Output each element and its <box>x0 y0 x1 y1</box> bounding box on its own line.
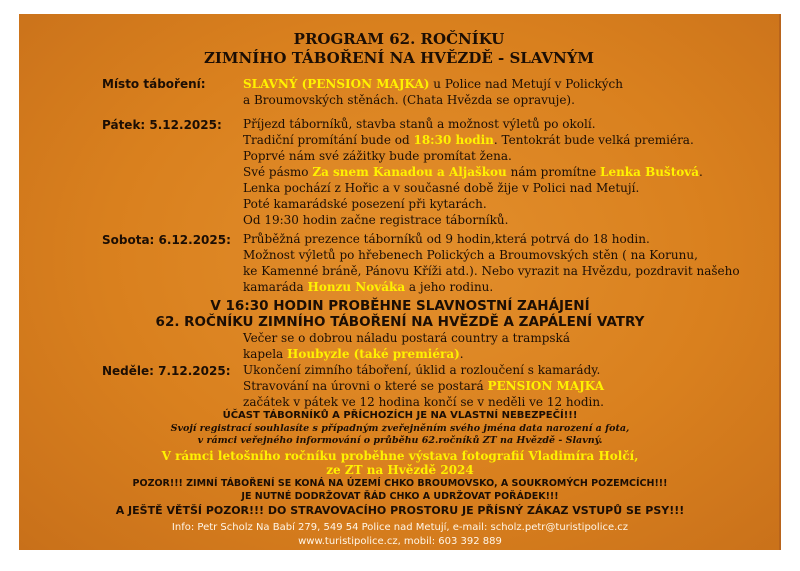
location-rest: u Police nad Metují v Polických <box>429 77 623 91</box>
saturday-line-3: ke Kamenné bráně, Pánovu Kříži atd.). Nebo vyrazit na Hvězdu, pozdravit našeho <box>243 264 740 278</box>
saturday-line-4-post: a jeho rodinu. <box>405 280 494 294</box>
exhibition-line-1: V rámci letošního ročníku proběhne výstava fotografií Vladimíra Holčí, <box>161 449 639 463</box>
friday-line-4-mid: nám promítne <box>506 165 600 179</box>
footer-contact: Info: Petr Scholz Na Babí 279, 549 54 Police nad Metují, e-mail: scholz.petr@turistipolice.cz <box>171 522 629 533</box>
chko-warning-line-1: POZOR!!! ZIMNÍ TÁBOŘENÍ SE KONÁ NA ÚZEMÍ CHKO BROUMOVSKO, A SOUKROMÝCH POZEMCÍCH!!! <box>132 478 668 489</box>
friday-line-5: Lenka pochází z Hořic a v současné době žije v Polici nad Metují. <box>243 181 640 195</box>
friday-line-2-pre: Tradiční promítání bude od <box>243 133 414 147</box>
friday-presenter: Lenka Buštová <box>600 165 699 179</box>
saturday-label: Sobota: 6.12.2025: <box>102 233 231 247</box>
sunday-line-1: Ukončení zimního táboření, úklid a rozloučení s kamarády. <box>243 363 601 377</box>
sunday-line-2-pre: Stravování na úrovni o které se postará <box>243 379 488 393</box>
friday-show-title: Za snem Kanadou a Aljaškou <box>312 165 507 179</box>
sunday-line-2 <box>243 378 604 394</box>
friday-label: Pátek: 5.12.2025: <box>102 118 222 132</box>
friday-line-2-post: . Tentokrát bude velká premiéra. <box>493 133 694 147</box>
opening-line-1: V 16:30 HODIN PROBĚHNE SLAVNOSTNÍ ZAHÁJENÍ <box>210 298 590 314</box>
saturday-line-1: Průběžná prezence táborníků od 9 hodin,která potrvá do 18 hodin. <box>243 232 650 246</box>
saturday-line-5: Večer se o dobrou náladu postará country a trampská <box>243 331 570 345</box>
saturday-line-6 <box>243 346 464 362</box>
saturday-line-4-pre: kamaráda <box>243 280 308 294</box>
friday-line-4-post: . <box>698 165 703 179</box>
pension-highlight: PENSION MAJKA <box>487 379 605 393</box>
title-line-2: ZIMNÍHO TÁBOŘENÍ NA HVĚZDĚ - SLAVNÝM <box>203 49 595 67</box>
consent-line-2: v rámci veřejného informování o průběhu 62.ročníků ZT na Hvězdě - Slavný. <box>197 435 603 446</box>
friday-line-1: Příjezd táborníků, stavba stanů a možnost výletů po okolí. <box>243 117 596 131</box>
chko-warning-line-2: JE NUTNÉ DODRŽOVAT ŘÁD CHKO A UDRŽOVAT POŘÁDEK!!! <box>241 491 559 502</box>
location-line-1 <box>243 76 623 92</box>
saturday-line-4 <box>243 279 493 295</box>
friday-time-highlight: 18:30 hodin <box>413 133 494 147</box>
friday-line-6: Poté kamarádské posezení při kytarách. <box>243 197 487 211</box>
friday-line-7: Od 19:30 hodin začne registrace táborníků. <box>243 213 509 227</box>
location-highlight: SLAVNÝ (PENSION MAJKA) <box>243 77 430 91</box>
exhibition-line-2: ze ZT na Hvězdě 2024 <box>326 463 474 477</box>
friday-line-4-pre: Své pásmo <box>243 165 313 179</box>
saturday-friend-name: Honzu Nováka <box>307 280 406 294</box>
friday-line-2 <box>243 132 694 148</box>
band-name: Houbyzle (také premiéra) <box>287 347 460 361</box>
location-line-2: a Broumovských stěnách. (Chata Hvězda se opravuje). <box>243 93 575 107</box>
saturday-line-6-pre: kapela <box>243 347 288 361</box>
consent-line-1: Svojí registrací souhlasíte s případným zveřejněním svého jména data narození a fota, <box>170 423 630 434</box>
sunday-label: Neděle: 7.12.2025: <box>102 364 231 378</box>
saturday-line-2: Možnost výletů po hřebenech Polických a Broumovských stěn ( na Korunu, <box>243 248 698 262</box>
risk-notice: ÚČAST TÁBORNÍKŮ A PŘÍCHOZÍCH JE NA VLASTNÍ NEBEZPEČÍ!!! <box>222 410 578 421</box>
opening-line-2: 62. ROČNÍKU ZIMNÍHO TÁBOŘENÍ NA HVĚZDĚ A ZAPÁLENÍ VATRY <box>155 314 645 330</box>
friday-line-3: Poprvé nám své zážitky bude promítat žena. <box>243 149 512 163</box>
dog-ban-warning: A JEŠTĚ VĚTŠÍ POZOR!!! DO STRAVOVACÍHO PROSTORU JE PŘÍSNÝ ZÁKAZ VSTUPŮ SE PSY!!! <box>115 504 685 517</box>
footer-web: www.turistipolice.cz, mobil: 603 392 889 <box>298 536 502 547</box>
friday-line-4 <box>243 164 703 180</box>
title-line-1: PROGRAM 62. ROČNÍKU <box>293 30 505 48</box>
location-label: Místo táboření: <box>102 77 206 91</box>
sunday-line-3: začátek v pátek ve 12 hodina končí se v neděli ve 12 hodin. <box>243 395 604 409</box>
saturday-line-6-post: . <box>459 347 464 361</box>
